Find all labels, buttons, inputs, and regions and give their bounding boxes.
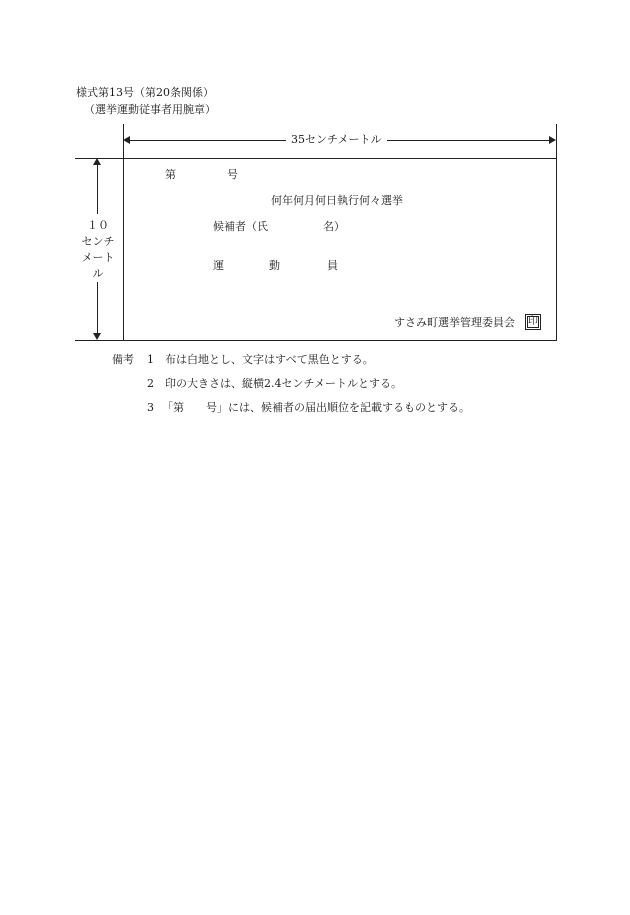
height-dimension-line-bottom: [97, 282, 98, 338]
note-2-text: 印の大きさは、縦横2.4センチメートルとする。: [165, 377, 403, 390]
candidate-name-label: 候補者（氏 名）: [213, 220, 345, 233]
note-2-number: 2: [147, 377, 154, 390]
height-dimension-label: [80, 218, 116, 282]
width-dimension-label: 35センチメートル: [286, 133, 387, 146]
width-tick-right: [556, 124, 557, 158]
armband-bottom-edge: [75, 340, 557, 341]
height-dimension-line-top: [97, 160, 98, 214]
seal-inner-border: [527, 316, 539, 328]
arrow-right-icon: [549, 136, 556, 144]
form-subtitle: （選挙運動従事者用腕章）: [84, 103, 216, 116]
form-number: 様式第13号（第20条関係）: [76, 86, 214, 99]
arrow-down-icon: [93, 333, 101, 340]
staff-char-2: 動: [269, 259, 280, 272]
number-dai: 第: [165, 168, 176, 181]
election-name: 何年何月何日執行何々選挙: [271, 194, 403, 207]
arrow-up-icon: [93, 158, 101, 165]
arrow-left-icon: [123, 136, 130, 144]
armband-right-edge: [556, 158, 557, 340]
note-3-number: 3: [147, 401, 154, 414]
armband-top-edge: [75, 158, 557, 159]
note-3-text: 「第 号」には、候補者の届出順位を記載するものとする。: [162, 401, 470, 414]
note-1-number: 1: [147, 353, 154, 366]
seal-stamp: [525, 314, 541, 330]
staff-char-3: 員: [327, 259, 338, 272]
height-label-line-2: センチ: [81, 235, 115, 248]
armband-left-edge: [123, 158, 124, 340]
height-label-line-4: ル: [92, 267, 104, 280]
height-label-line-3: メート: [81, 251, 115, 264]
note-1-text: 布は白地とし、文字はすべて黒色とする。: [165, 353, 374, 366]
number-go: 号: [227, 168, 238, 181]
issuer-name: すさみ町選挙管理委員会: [394, 316, 515, 329]
staff-char-1: 運: [213, 259, 224, 272]
notes-heading: 備考: [112, 353, 134, 366]
seal-char: 印: [528, 316, 538, 327]
height-label-line-1: １０: [87, 219, 109, 232]
